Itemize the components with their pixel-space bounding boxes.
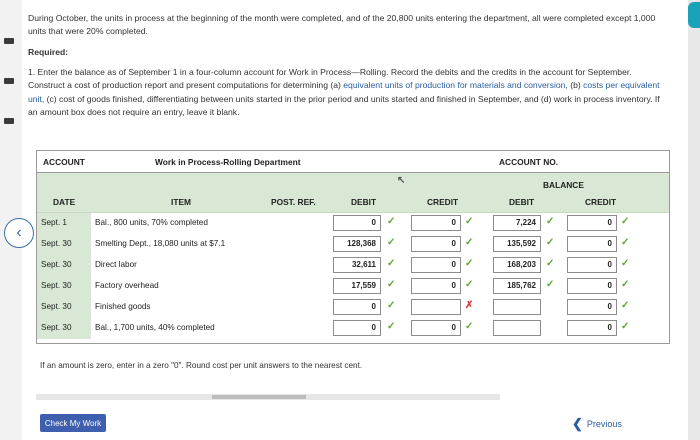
required-heading: Required:	[28, 46, 69, 57]
check-icon: ✓	[465, 216, 474, 227]
check-icon: ✓	[387, 279, 396, 290]
check-icon: ✓	[465, 237, 474, 248]
check-icon: ✓	[621, 321, 630, 332]
account-header	[37, 151, 669, 173]
check-icon: ✓	[387, 216, 396, 227]
balance-debit-input[interactable]: 135,592	[493, 236, 541, 252]
instruction-note: If an amount is zero, enter in a zero "0". Round cost per unit answers to the nearest cent.	[40, 361, 363, 370]
costs-per-unit-link[interactable]: costs per equivalent unit,	[28, 80, 660, 104]
table-row	[37, 213, 669, 234]
debit-input[interactable]: 0	[333, 215, 381, 231]
column-header-row	[37, 193, 669, 213]
check-icon: ✓	[546, 237, 555, 248]
check-icon: ✓	[621, 216, 630, 227]
account-table	[36, 150, 670, 344]
side-tab[interactable]	[688, 2, 700, 28]
col-item: ITEM	[171, 197, 192, 207]
credit-input[interactable]: 0	[411, 215, 461, 231]
check-icon: ✓	[465, 258, 474, 269]
balance-debit-input[interactable]	[493, 320, 541, 336]
balance-debit-input[interactable]: 168,203	[493, 257, 541, 273]
col-credit: CREDIT	[427, 197, 459, 207]
table-row	[37, 276, 669, 297]
previous-label: Previous	[586, 419, 622, 429]
chevron-left-icon: ‹	[16, 224, 22, 241]
check-icon: ✓	[387, 321, 396, 332]
balance-credit-input[interactable]: 0	[567, 257, 617, 273]
scrollbar-thumb[interactable]	[212, 395, 306, 399]
balance-credit-input[interactable]: 0	[567, 215, 617, 231]
horizontal-scrollbar[interactable]	[36, 394, 500, 400]
instruction-text: 1. Enter the balance as of September 1 in a four-column account for Work in Process—Rolling. Record the debits and the credits in the account for September. Construct a cost of production report and present computations for determining (a)	[28, 66, 632, 91]
col-post-ref: POST. REF.	[271, 197, 316, 207]
table-row	[37, 318, 669, 339]
row-item: Bal., 1,700 units, 40% completed	[95, 323, 215, 332]
row-item: Factory overhead	[95, 281, 159, 290]
table-row	[37, 234, 669, 255]
check-icon: ✓	[546, 279, 555, 290]
col-date: DATE	[53, 197, 76, 207]
balance-header: BALANCE	[543, 180, 584, 190]
check-icon: ✓	[621, 258, 630, 269]
balance-debit-input[interactable]: 7,224	[493, 215, 541, 231]
instruction-text: (b)	[570, 80, 581, 91]
row-item: Bal., 800 units, 70% completed	[95, 218, 208, 227]
check-icon: ✓	[621, 300, 630, 311]
account-name: Work in Process-Rolling Department	[155, 156, 301, 167]
col-debit: DEBIT	[351, 197, 377, 207]
row-date: Sept. 1	[37, 213, 91, 234]
row-date: Sept. 30	[37, 318, 91, 339]
table-row	[37, 255, 669, 276]
row-date: Sept. 30	[37, 297, 91, 318]
equivalent-units-link[interactable]: equivalent units of production for materials and conversion,	[343, 80, 568, 91]
balance-credit-input[interactable]: 0	[567, 236, 617, 252]
check-icon: ✓	[387, 300, 396, 311]
sidebar-marker	[4, 38, 14, 44]
check-icon: ✓	[621, 237, 630, 248]
row-item: Smelting Dept., 18,080 units at $7.1	[95, 239, 226, 248]
incorrect-icon: ✗	[465, 300, 474, 311]
row-date: Sept. 30	[37, 276, 91, 297]
balance-credit-input[interactable]: 0	[567, 320, 617, 336]
debit-input[interactable]: 0	[333, 299, 381, 315]
right-sidebar-strip	[688, 0, 700, 440]
problem-text	[28, 12, 668, 126]
credit-input[interactable]	[411, 299, 461, 315]
account-number-label: ACCOUNT NO.	[499, 156, 559, 167]
balance-header-row	[37, 173, 669, 193]
check-icon: ✓	[621, 279, 630, 290]
debit-input[interactable]: 17,559	[333, 278, 381, 294]
check-icon: ✓	[465, 321, 474, 332]
credit-input[interactable]: 0	[411, 320, 461, 336]
check-my-work-button[interactable]: Check My Work	[40, 414, 106, 432]
check-icon: ✓	[387, 258, 396, 269]
sidebar-marker	[4, 118, 14, 124]
check-icon: ✓	[546, 216, 555, 227]
credit-input[interactable]: 0	[411, 236, 461, 252]
check-icon: ✓	[387, 237, 396, 248]
row-date: Sept. 30	[37, 234, 91, 255]
credit-input[interactable]: 0	[411, 257, 461, 273]
balance-debit-input[interactable]	[493, 299, 541, 315]
balance-debit-input[interactable]: 185,762	[493, 278, 541, 294]
previous-part-button[interactable]	[4, 218, 34, 248]
balance-credit-input[interactable]: 0	[567, 299, 617, 315]
row-item: Direct labor	[95, 260, 137, 269]
sidebar-marker	[4, 78, 14, 84]
instruction-paragraph	[28, 66, 668, 119]
account-label: ACCOUNT	[43, 156, 85, 167]
col-balance-debit: DEBIT	[509, 197, 535, 207]
check-icon: ✓	[465, 279, 474, 290]
chevron-left-icon: ❮	[572, 416, 583, 431]
row-date: Sept. 30	[37, 255, 91, 276]
previous-button[interactable]	[572, 416, 622, 432]
debit-input[interactable]: 128,368	[333, 236, 381, 252]
intro-paragraph: During October, the units in process at the beginning of the month were completed, and of the 20,800 units entering the department, all were completed except 1,000 units that were 20% completed.	[28, 13, 656, 37]
debit-input[interactable]: 0	[333, 320, 381, 336]
col-balance-credit: CREDIT	[585, 197, 617, 207]
instruction-text: (c) cost of goods finished, differentiating between units started in the prior period and units started and finished in September, and (d) work in process inventory. If an amount box does not require an entry, leave it blank.	[28, 93, 660, 117]
row-item: Finished goods	[95, 302, 151, 311]
debit-input[interactable]: 32,611	[333, 257, 381, 273]
table-row	[37, 297, 669, 318]
cursor-icon: ↖	[397, 175, 406, 186]
balance-credit-input[interactable]: 0	[567, 278, 617, 294]
credit-input[interactable]: 0	[411, 278, 461, 294]
check-icon: ✓	[546, 258, 555, 269]
